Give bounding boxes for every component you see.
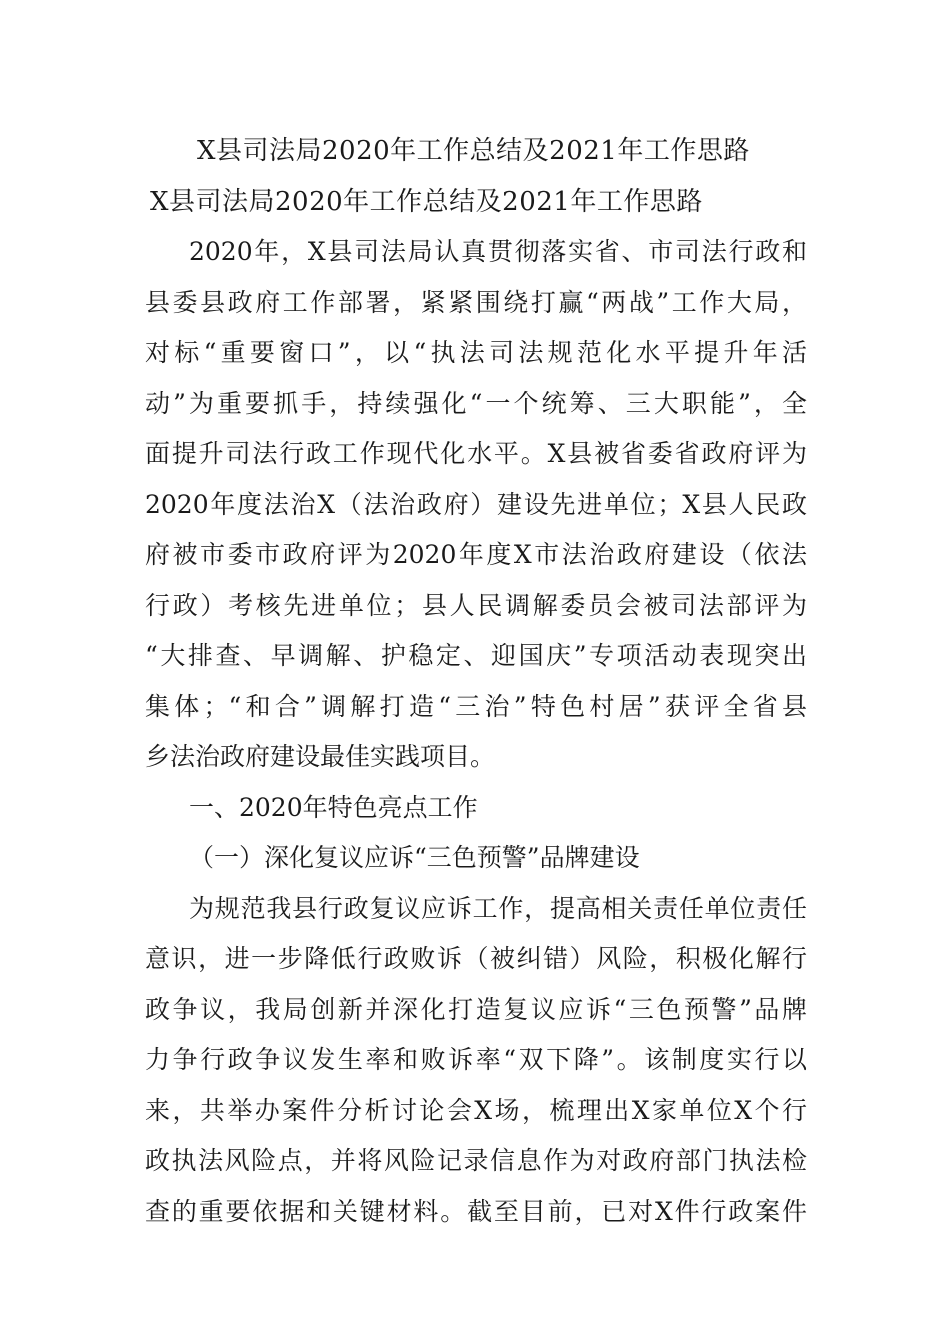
body-line: 力争行政争议发生率和败诉率“双下降”。该制度实行以 [145,1045,807,1074]
intro-line: “大排查、早调解、护稳定、迎国庆”专项活动表现突出 [145,641,807,670]
intro-line: 乡法治政府建设最佳实践项目。 [145,742,496,771]
body-line: 查的重要依据和关键材料。截至目前，已对X件行政案件 [145,1196,807,1226]
document-title: X县司法局2020年工作总结及2021年工作思路 [197,136,750,166]
body-line: 为规范我县行政复议应诉工作，提高相关责任单位责任 [189,893,807,923]
body-line: 来，共举办案件分析讨论会X场，梳理出X家单位X个行 [145,1095,807,1125]
body-line: 政执法风险点，并将风险记录信息作为对政府部门执法检 [145,1146,807,1175]
body-line: 意识，进一步降低行政败诉（被纠错）风险，积极化解行 [145,944,807,973]
document-body [145,126,807,1237]
intro-line: 动”为重要抓手，持续强化“一个统筹、三大职能”，全 [145,388,807,418]
intro-line: 2020年度法治X（法治政府）建设先进单位；X县人民政 [145,489,807,519]
intro-line: 府被市委市政府评为2020年度X市法治政府建设（依法 [145,540,807,569]
body-line: 政争议，我局创新并深化打造复议应诉“三色预警”品牌 [145,994,807,1024]
intro-line: 行政）考核先进单位；县人民调解委员会被司法部评为 [145,590,807,620]
subsection-heading: （一）深化复议应诉“三色预警”品牌建设 [189,843,640,872]
intro-line: 集体；“和合”调解打造“三治”特色村居”获评全省县 [145,691,807,721]
intro-line: 县委县政府工作部署，紧紧围绕打赢“两战”工作大局， [145,287,807,317]
document-subtitle: X县司法局2020年工作总结及2021年工作思路 [150,186,703,217]
intro-line: 2020年，X县司法局认真贯彻落实省、市司法行政和 [189,237,807,266]
section-heading: 一、2020年特色亮点工作 [189,792,478,822]
intro-line: 对标“重要窗口”，以“执法司法规范化水平提升年活 [145,338,807,367]
intro-line: 面提升司法行政工作现代化水平。X县被省委省政府评为 [145,439,807,468]
